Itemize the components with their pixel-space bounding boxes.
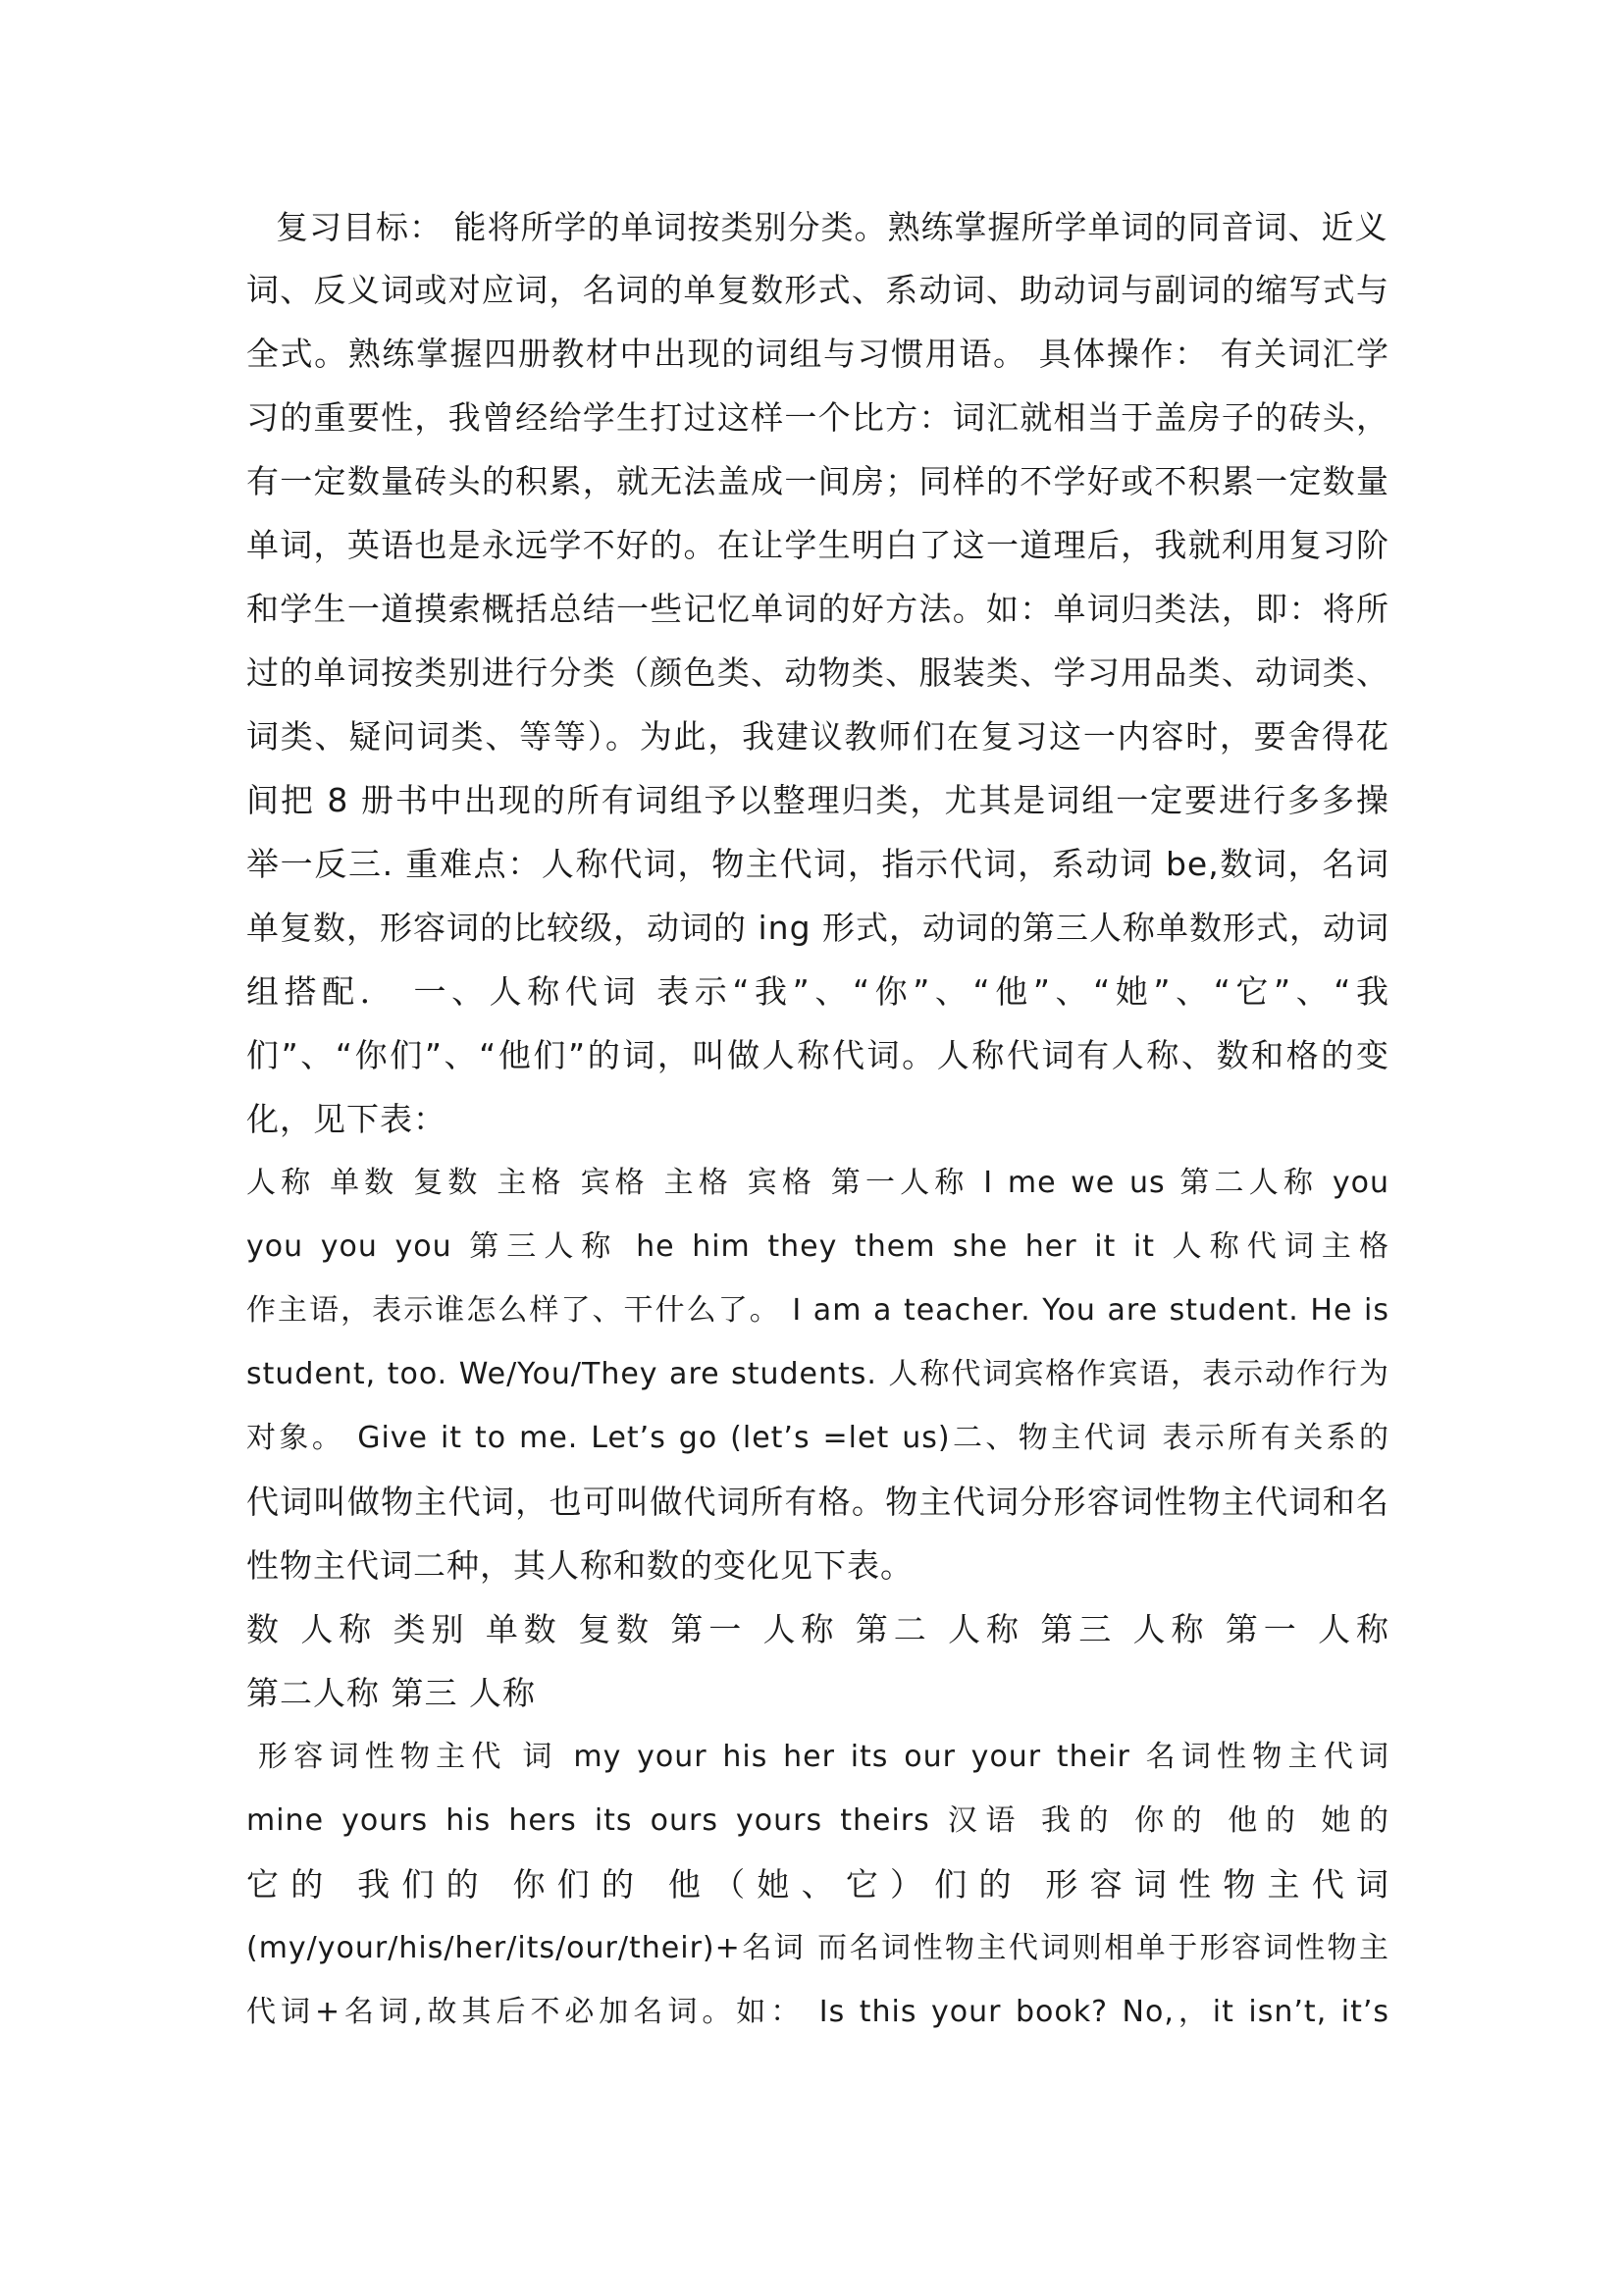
text-line: 对象。 Give it to me. Let’s go (let’s =let us)二、物主代词 表示所有关系的 xyxy=(246,1421,1389,1455)
text-line: student, too. We/You/They are students. 人称代词宾格作宾语，表示动作行为 xyxy=(246,1357,1389,1391)
text-line: mine yours his hers its ours yours theirs 汉语 我的 你的 他的 她的 xyxy=(246,1803,1389,1838)
text-line: 形容词性物主代 词 my your his her its our your their 名词性物主代词 xyxy=(258,1740,1389,1774)
text-line: 性物主代词二种，其人称和数的变化见下表。 xyxy=(246,1546,914,1585)
text-line: 词类、疑问词类、等等）。为此，我建议教师们在复习这一内容时，要舍得花 xyxy=(246,717,1389,756)
text-line: 单词，英语也是永远学不好的。在让学生明白了这一道理后，我就利用复习阶 xyxy=(246,526,1389,564)
text-line: 举一反三. 重难点：人称代词，物主代词，指示代词，系动词 be,数词，名词 xyxy=(246,845,1389,883)
text-line: 复习目标： 能将所学的单词按类别分类。熟练掌握所学单词的同音词、近义 xyxy=(276,208,1388,246)
text-line: (my/your/his/her/its/our/their)+名词 而名词性物主代词则相单于形容词性物主 xyxy=(246,1931,1389,1965)
text-line: 习的重要性，我曾经给学生打过这样一个比方：词汇就相当于盖房子的砖头， xyxy=(246,398,1389,437)
text-line: 第二人称 第三 人称 xyxy=(246,1674,536,1712)
text-line: 代词叫做物主代词，也可叫做代词所有格。物主代词分形容词性物主代词和名 xyxy=(246,1483,1389,1521)
text-line: 它的 我们的 你们的 他（她、它）们的 形容词性物主代词 xyxy=(246,1865,1389,1904)
text-line: 代词+名词,故其后不必加名词。如： Is this your book? No,，it isn’t, it’s xyxy=(246,1995,1389,2029)
text-line: 人称 单数 复数 主格 宾格 主格 宾格 第一人称 I me we us 第二人称 you xyxy=(246,1166,1389,1200)
text-line: 作主语，表示谁怎么样了、干什么了。 I am a teacher. You are student. He is xyxy=(246,1293,1389,1328)
text-line: you you you 第三人称 he him they them she her it it 人称代词主格 xyxy=(246,1229,1389,1264)
text-line: 和学生一道摸索概括总结一些记忆单词的好方法。如：单词归类法，即：将所 xyxy=(246,590,1389,628)
text-line: 过的单词按类别进行分类（颜色类、动物类、服装类、学习用品类、动词类、 xyxy=(246,653,1389,692)
text-line: 有一定数量砖头的积累，就无法盖成一间房；同样的不学好或不积累一定数量 xyxy=(246,462,1389,500)
text-line: 化，见下表： xyxy=(246,1100,446,1138)
text-line: 组搭配． 一、人称代词 表示“我”、“你”、“他”、“她”、“它”、“我 xyxy=(246,972,1389,1011)
text-line: 词、反义词或对应词，名词的单复数形式、系动词、助动词与副词的缩写式与 xyxy=(246,271,1389,309)
text-line: 间把 8 册书中出现的所有词组予以整理归类，尤其是词组一定要进行多多操 xyxy=(246,781,1389,819)
text-line: 们”、“你们”、“他们”的词，叫做人称代词。人称代词有人称、数和格的变 xyxy=(246,1036,1389,1074)
text-line: 全式。熟练掌握四册教材中出现的词组与习惯用语。 具体操作： 有关词汇学 xyxy=(246,335,1389,373)
text-line: 数 人称 类别 单数 复数 第一 人称 第二 人称 第三 人称 第一 人称 xyxy=(246,1610,1389,1648)
text-line: 单复数，形容词的比较级，动词的 ing 形式，动词的第三人称单数形式，动词 xyxy=(246,909,1389,947)
